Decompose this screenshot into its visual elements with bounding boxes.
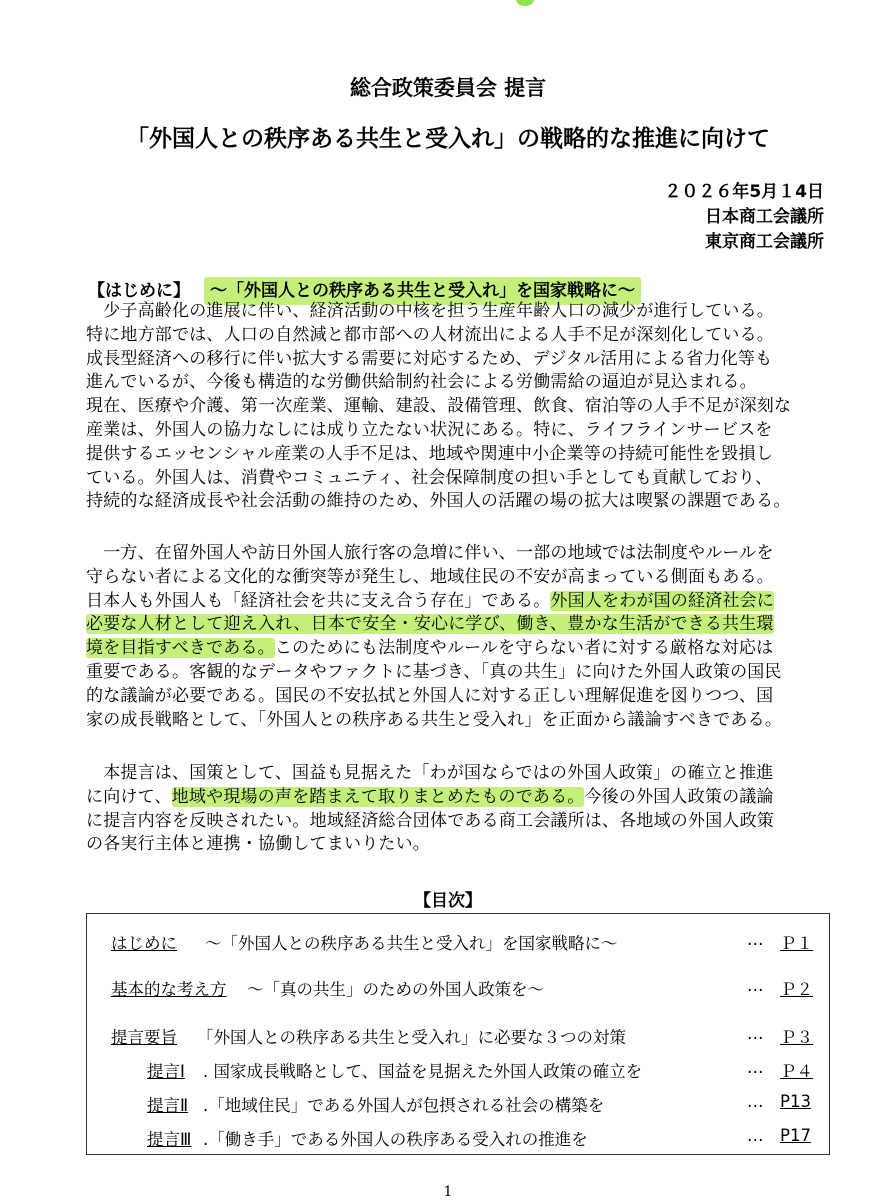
text-line: 重要である。客観的なデータやファクトに基づき、「真の共生」に向けた外国人政策の国民 [86, 661, 782, 682]
text-line: 提供するエッセンシャル産業の人手不足は、地域や関連中小企業等の持続可能性を毀損し [86, 443, 773, 464]
text-line: 成長型経済への移行に伴い拡大する需要に対応するため、デジタル活用による省力化等も [86, 348, 773, 369]
toc-page-link[interactable]: Ｐ４ [780, 1062, 813, 1081]
paragraph-1 [86, 300, 826, 514]
text-segment: このためにも法制度やルールを守らない者に対する厳格な対応は [274, 638, 774, 659]
toc-page-link[interactable]: Ｐ２ [780, 980, 813, 999]
highlighted-text: 必要な人材として迎え入れ、日本で安全・安心に学び、働き、豊かな生活ができる共生環 [86, 614, 774, 635]
toc-item-label[interactable]: 提言Ⅱ [147, 1096, 189, 1115]
text-line: 少子高齢化の進展に伴い、経済活動の中核を担う生産年齢人口の減少が進行している。 [86, 301, 774, 321]
text-segment: 今後の外国人政策の議論 [584, 786, 774, 807]
toc-title: 【目次】 [414, 891, 482, 911]
toc-leader-dots: … [747, 1126, 764, 1145]
text-line: 守らない者による文化的な衝突等が発生し、地域住民の不安が高まっている側面もある。 [86, 566, 774, 587]
text-line: の各実行主体と連携・協働してまいりたい。 [86, 834, 430, 855]
toc-item-label[interactable]: 提言Ⅰ [147, 1062, 185, 1081]
toc-page-link[interactable]: Ｐ３ [780, 1028, 813, 1047]
toc-item-description: 「外国人との秩序ある共生と受入れ」に必要な３つの対策 [197, 1028, 626, 1047]
text-line: 特に地方部では、人口の自然減と都市部への人材流出による人手不足が深刻化している。 [86, 324, 774, 345]
text-line [86, 590, 826, 614]
text-line: 的な議論が必要である。国民の不安払拭と外国人に対する正しい理解促進を図りつつ、国 [86, 685, 774, 706]
text-line: 現在、医療や介護、第一次産業、運輸、建設、設備管理、飲食、宿泊等の人手不足が深刻な [86, 396, 792, 417]
organization-1: 日本商工会議所 [705, 207, 824, 227]
toc-page-link[interactable]: P13 [780, 1092, 811, 1111]
toc-item-description: ～「外国人との秩序ある共生と受入れ」を国家戦略に～ [205, 934, 618, 953]
document-date: ２０２６年5月１4日 [664, 182, 824, 202]
text-line: ている。外国人は、消費やコミュニティ、社会保障制度の担い手としても貢献しており、 [86, 467, 773, 488]
toc-page-link[interactable]: Ｐ１ [780, 934, 813, 953]
table-of-contents [86, 913, 830, 1155]
text-line: 本提言は、国策として、国益も見据えた「わが国ならではの外国人政策」の確立と推進 [86, 763, 774, 783]
text-segment: に向けて、 [86, 786, 172, 807]
text-line: 持続的な経済成長や社会活動の維持のため、外国人の活躍の場の拡大は喫緊の課題である。 [86, 491, 791, 512]
page-number: 1 [443, 1184, 453, 1200]
intro-heading-row [88, 276, 641, 301]
toc-item-description: . 国家成長戦略として、国益を見据えた外国人政策の確立を [203, 1062, 643, 1081]
text-line: 一方、在留外国人や訪日外国人旅行客の急増に伴い、一部の地域では法制度やルールを [86, 543, 774, 563]
paragraph-2 [86, 542, 826, 732]
toc-leader-dots: … [747, 1092, 764, 1111]
toc-item-description: .「働き手」である外国人の秩序ある受入れの推進を [203, 1130, 588, 1149]
toc-leader-dots: … [747, 1024, 764, 1043]
text-line [86, 786, 826, 810]
highlighted-text: 外国人をわが国の経済社会に [550, 590, 775, 611]
green-marker-dot [516, 0, 534, 6]
text-line [86, 613, 826, 637]
document-meta [664, 180, 824, 255]
text-line: に提言内容を反映されたい。地域経済総合団体である商工会議所は、各地域の外国人政策 [86, 810, 774, 831]
highlighted-text: 地域や現場の声を踏まえて取りまとめたものである。 [171, 786, 585, 807]
document-title: 総合政策委員会 提言 [349, 76, 547, 100]
organization-2: 東京商工会議所 [705, 232, 824, 252]
intro-subtitle-highlighted: ～「外国人との秩序ある共生と受入れ」を国家戦略に～ [204, 277, 641, 305]
toc-item-description: .「地域住民」である外国人が包摂される社会の構築を [203, 1096, 605, 1115]
toc-page-link[interactable]: P17 [780, 1126, 811, 1145]
text-line: 産業は、外国人の協力なしには成り立たない状況にある。特に、ライフラインサービスを [86, 419, 773, 440]
text-segment: 日本人も外国人も「経済社会を共に支え合う存在」である。 [86, 590, 551, 611]
document-subtitle: 「外国人との秩序ある共生と受入れ」の戦略的な推進に向けて [126, 126, 770, 152]
highlighted-text: 境を目指すべきである。 [86, 638, 275, 659]
toc-item-description: ～「真の共生」のための外国人政策を～ [247, 980, 544, 999]
intro-heading: 【はじめに】 [88, 281, 190, 301]
toc-item-label[interactable]: 基本的な考え方 [111, 980, 227, 999]
text-line: 進んでいるが、今後も構造的な労働供給制約社会による労働需給の逼迫が見込まれる。 [86, 372, 757, 393]
paragraph-3 [86, 762, 826, 857]
toc-leader-dots: … [747, 930, 764, 949]
toc-item-label[interactable]: 提言Ⅲ [147, 1130, 192, 1149]
text-line [86, 637, 826, 661]
toc-item-label[interactable]: はじめに [111, 934, 177, 953]
toc-item-label[interactable]: 提言要旨 [111, 1028, 177, 1047]
text-line: 家の成長戦略として、「外国人との秩序ある共生と受入れ」を正面から議論すべきである。 [86, 709, 783, 730]
toc-leader-dots: … [747, 976, 764, 995]
toc-leader-dots: … [747, 1058, 764, 1077]
